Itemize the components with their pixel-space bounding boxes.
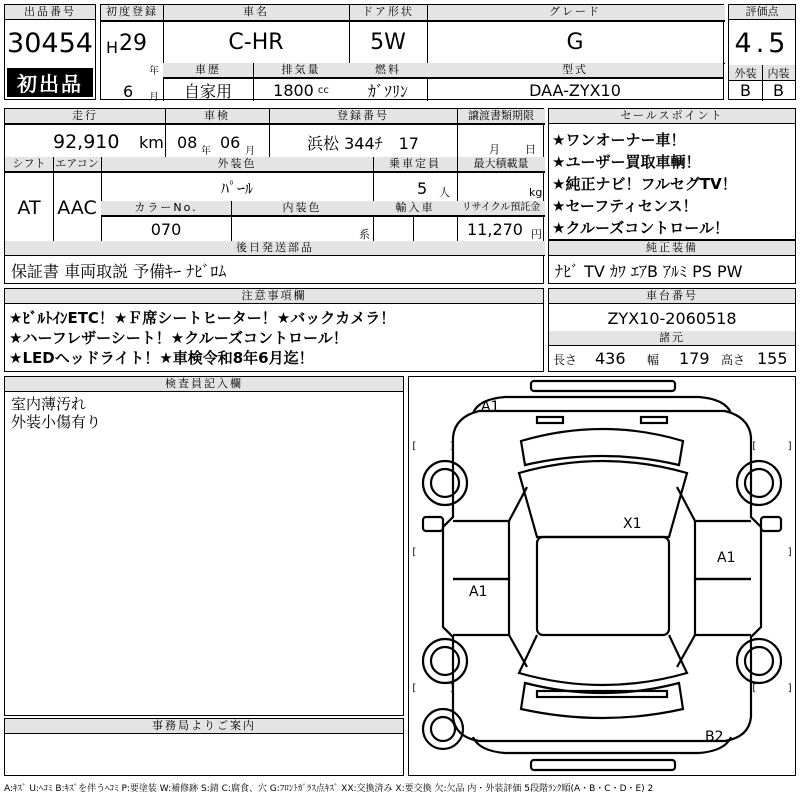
genuine-equipment [548,240,796,284]
svg-text:]: ] [787,441,794,452]
mileage-label: 走行 [5,109,165,124]
door-type: 5W [370,30,406,55]
reg-year: 29 [119,31,147,56]
notes-box [4,288,544,372]
sales-list [552,129,737,239]
plate-value: 浜松 344ﾁ 17 [307,133,419,153]
legend-footer: A:ｷｽﾞ U:ﾍｺﾐ B:ｷｽﾞを伴うﾍｺﾐ P:要塗装 W:補修跡 S:錆 C:腐食、穴 G:ﾌﾛﾝﾄｶﾞﾗｽ点ｷｽﾞ XX:交換済み X:要交換 欠:欠品 内・外装評価 5段階ﾗﾝｸ順(A・B・C・D・E) 2 [4,784,654,794]
score-value: 4.5 [734,27,790,59]
capacity-value: 5 [417,179,428,198]
plate-label: 登録番号 [269,109,457,124]
reg-label: 初度登録 [101,5,163,19]
svg-text:[: [ [751,441,758,452]
ext-grade-label: 外装 [734,67,757,80]
inspector-label: 検査員記入欄 [5,377,403,392]
deadline-day-unit: 日 [525,143,536,156]
header-main [100,4,724,103]
inspector-notes [11,395,101,431]
mark-b2: B2 [705,729,724,745]
month-unit: 月 [149,92,159,103]
deadline-label: 譲渡書類期限 [457,109,545,124]
mileage-value: 92,910 [53,131,120,153]
inspection-month-unit: 月 [245,146,255,157]
ac-label: エアコン [53,157,101,172]
model-value: DAA-ZYX10 [529,80,621,100]
fuel-label: 燃料 [349,63,427,78]
capacity-label: 乗車定員 [373,157,457,172]
later-parts-label: 後日発送部品 [5,241,545,256]
shift-value: AT [17,197,41,219]
specs-label: 諸元 [549,331,795,346]
capacity-unit: 人 [439,186,450,199]
import-label: 輸入車 [373,201,457,216]
note-line: ★ﾋﾞﾙﾄｲﾝETC！★Ｆ席シートヒーター！★バックカメラ！ [9,309,396,327]
mark-a1-right: A1 [717,550,736,566]
int-grade: B [773,81,784,100]
history-value: 自家用 [183,81,232,101]
shift-label: シフト [5,157,53,172]
door-label: ドア形状 [349,5,427,19]
color-no-value: 070 [150,219,182,239]
mileage-unit: km [139,133,164,152]
sales-point: ★ワンオーナー車！ [552,131,686,149]
chassis-value: ZYX10-2060518 [607,308,737,328]
svg-text:[: [ [411,441,418,452]
svg-text:]: ] [449,683,456,694]
displacement-label: 排気量 [253,63,349,78]
interior-color-label: 内装色 [231,201,373,216]
note-line: ★LEDヘッドライト！★車検令和8年6月迄！ [9,349,314,367]
inspector-line: 室内薄汚れ [11,395,87,413]
fuel-value: ｶﾞｿﾘﾝ [367,81,408,101]
load-unit: kg [529,186,543,199]
lot-box [4,4,96,100]
sales-points [548,108,796,240]
svg-text:]: ] [449,441,456,452]
deadline-month-unit: 月 [489,143,500,156]
inspection-month: 06 [220,133,241,152]
reg-month: 6 [123,82,134,101]
chassis-box [548,288,796,372]
score-box [728,4,796,100]
svg-text:[: [ [751,683,758,694]
mark-x1: X1 [623,516,642,532]
length-value: 436 [595,349,626,368]
lot-number: 30454 [7,27,93,59]
sales-point: ★ユーザー買取車輌！ [552,153,701,171]
svg-text:[: [ [411,547,418,558]
notes-label: 注意事項欄 [5,289,543,304]
color-value: ﾊﾟｰﾙ [220,178,253,198]
genuine-value: ﾅﾋﾞ TV ｶﾜ ｴｱB ｱﾙﾐ PS PW [555,261,743,281]
office-box [4,718,404,776]
later-parts-value: 保証書 車両取説 予備ｷｰ ﾅﾋﾞﾛﾑ [11,261,227,281]
car-outline [409,377,794,774]
grade-label: グレード [427,5,723,19]
color-no-label: カラーNo. [101,201,231,216]
length-label: 長さ [553,353,578,367]
mark-a1-front: A1 [481,399,500,415]
int-grade-label: 内装 [767,67,790,80]
load-label: 最大積載量 [457,157,545,172]
ac-value: AAC [57,197,97,219]
svg-text:]: ] [787,547,794,558]
office-label: 事務局よりご案内 [5,719,403,734]
ext-grade: B [740,81,751,100]
svg-text:]: ] [787,683,794,694]
height-label: 高さ [721,353,746,367]
note-line: ★ハーフレザーシート！★クルーズコントロール！ [9,329,348,347]
sales-label: セールスポイント [549,109,795,124]
inspection-label: 車検 [165,109,269,124]
sales-point: ★純正ナビ！フルセグTV！ [552,175,737,193]
width-value: 179 [679,349,710,368]
era-letter: H [106,38,119,57]
year-unit: 年 [149,66,159,77]
svg-text:[: [ [411,683,418,694]
score-label: 評価点 [729,5,795,20]
grade-value: G [566,30,584,55]
car-name-label: 車名 [163,5,349,19]
interior-unit: 系 [359,228,370,241]
lot-label: 出品番号 [5,5,95,20]
car-name: C-HR [228,30,284,55]
notes-list [9,308,395,368]
inspection-year-unit: 年 [201,146,211,157]
inspection-year: 08 [177,133,198,152]
chassis-label: 車台番号 [549,289,795,304]
model-label: 型式 [427,63,723,78]
sales-point: ★クルーズコントロール！ [552,219,729,237]
inspector-line: 外装小傷有り [11,413,102,431]
width-label: 幅 [647,353,660,367]
history-label: 車歴 [163,63,253,78]
height-value: 155 [757,349,788,368]
recycle-label: リサイクル預託金 [457,201,545,216]
color-label: 外装色 [101,157,373,172]
first-listing-badge: 初出品 [7,68,93,97]
displacement-value: 1800 cc [273,80,329,100]
inspector-box [4,376,404,716]
sales-point: ★セーフティセンス！ [552,197,698,215]
recycle-unit: 円 [531,228,542,241]
genuine-label: 純正装備 [549,241,795,256]
mark-a1-left: A1 [469,584,488,600]
info-grid [4,108,544,284]
damage-diagram [408,376,796,776]
recycle-value: 11,270 [467,220,523,239]
